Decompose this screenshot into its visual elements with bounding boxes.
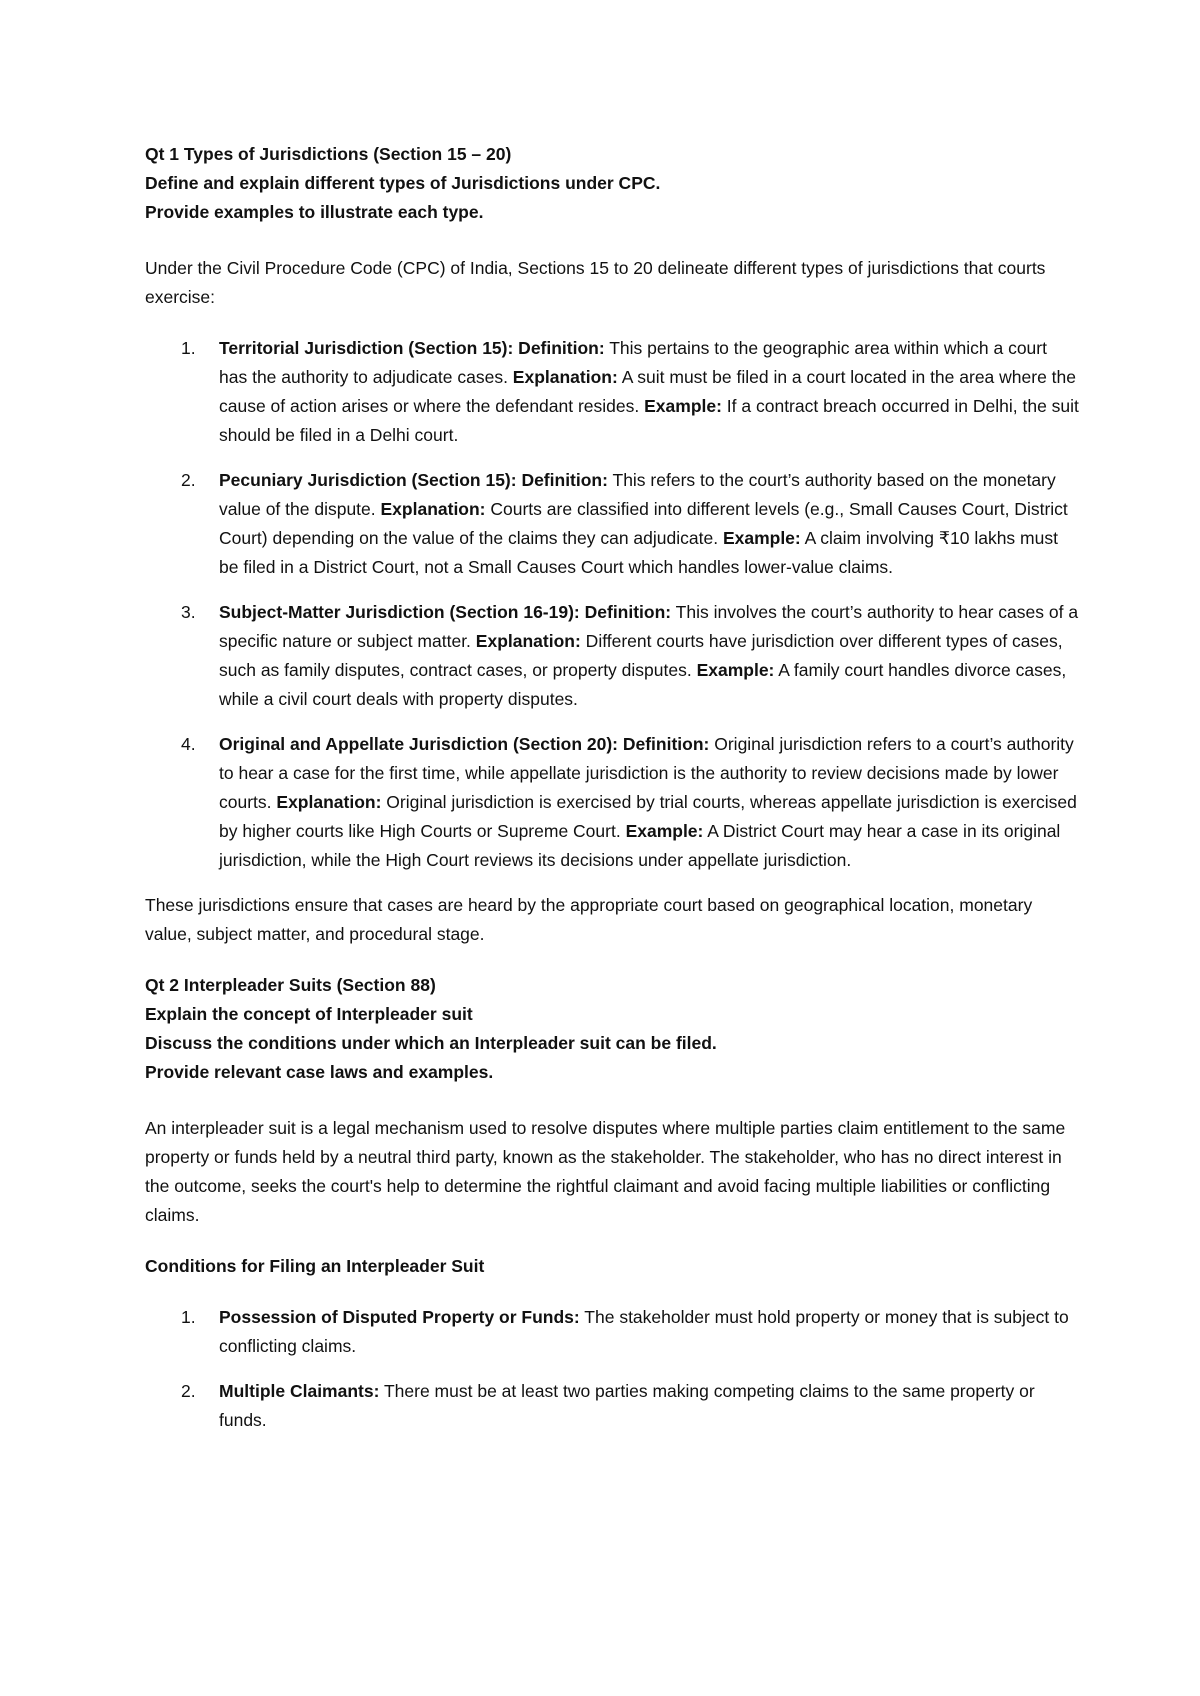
q2-subtitle-3: Provide relevant case laws and examples. [145,1062,494,1082]
explanation-label: Explanation: [380,499,486,519]
example-label: Example: [644,396,722,416]
conditions-heading: Conditions for Filing an Interpleader Suit [145,1256,485,1276]
list-number: 2. [181,1381,196,1401]
item-title: Pecuniary Jurisdiction (Section 15): Definition: [219,470,608,490]
condition-label: Possession of Disputed Property or Funds: [219,1307,580,1327]
conditions-list [145,1303,1080,1435]
list-item [145,730,1080,875]
explanation-label: Explanation: [475,631,581,651]
list-number: 1. [181,1307,196,1327]
item-example: A family court handles divorce cases, while a civil court deals with property disputes. [219,660,1067,709]
q2-title: Qt 2 Interpleader Suits (Section 88) [145,975,436,995]
list-item [145,466,1080,582]
item-explanation: Courts are classified into different levels (e.g., Small Causes Court, District Court) depending on the value of the claims they can adjudicate. [219,499,1068,548]
item-example: A claim involving ₹10 lakhs must be filed in a District Court, not a Small Causes Court which handles lower-value claims. [219,528,1058,577]
q2-subtitle-1: Explain the concept of Interpleader suit [145,1004,473,1024]
condition-text: The stakeholder must hold property or money that is subject to conflicting claims. [219,1307,1069,1356]
list-number: 3. [181,602,196,622]
item-title: Territorial Jurisdiction (Section 15): Definition: [219,338,605,358]
item-definition: This involves the court’s authority to hear cases of a specific nature or subject matter. [219,602,1079,651]
list-number: 4. [181,734,196,754]
item-example: A District Court may hear a case in its original jurisdiction, while the High Court reviews its decisions under appellate jurisdiction. [219,821,1061,870]
example-label: Example: [625,821,704,841]
item-title: Subject-Matter Jurisdiction (Section 16-19): Definition: [219,602,672,622]
q2-intro: An interpleader suit is a legal mechanism used to resolve disputes where multiple parties claim entitlement to the same property or funds held by a neutral third party, known as the stakeholder. The stakeholder, who has no direct interest in the outcome, seeks the court's help to determine the rightful claimant and avoid facing multiple liabilities or conflicting claims. [145,1118,1066,1225]
example-label: Example: [696,660,775,680]
item-explanation: Different courts have jurisdiction over different types of cases, such as family disputes, contract cases, or property disputes. [219,631,1063,680]
list-number: 2. [181,470,196,490]
q1-title: Qt 1 Types of Jurisdictions (Section 15 – 20) [145,144,512,164]
q1-jurisdiction-list [145,334,1080,875]
list-item [145,598,1080,714]
item-definition: Original jurisdiction refers to a court’s authority to hear a case for the first time, while appellate jurisdiction is the authority to review decisions made by lower courts. [219,734,1074,812]
condition-text: There must be at least two parties making competing claims to the same property or funds. [219,1381,1035,1430]
explanation-label: Explanation: [276,792,382,812]
item-title: Original and Appellate Jurisdiction (Section 20): Definition: [219,734,710,754]
q1-conclusion: These jurisdictions ensure that cases are heard by the appropriate court based on geographical location, monetary value, subject matter, and procedural stage. [145,895,1033,944]
q1-subtitle-2: Provide examples to illustrate each type. [145,202,484,222]
item-example: If a contract breach occurred in Delhi, the suit should be filed in a Delhi court. [219,396,1079,445]
list-item [145,334,1080,450]
item-definition: This pertains to the geographic area within which a court has the authority to adjudicate cases. [219,338,1047,387]
list-number: 1. [181,338,196,358]
explanation-label: Explanation: [512,367,618,387]
list-item [145,1303,1080,1361]
q2-subtitle-2: Discuss the conditions under which an Interpleader suit can be filed. [145,1033,717,1053]
example-label: Example: [722,528,801,548]
item-explanation: Original jurisdiction is exercised by trial courts, whereas appellate jurisdiction is exercised by higher courts like High Courts or Supreme Court. [219,792,1077,841]
list-item [145,1377,1080,1435]
item-definition: This refers to the court’s authority based on the monetary value of the dispute. [219,470,1056,519]
item-explanation: A suit must be filed in a court located in the area where the cause of action arises or where the defendant resides. [219,367,1076,416]
q1-intro: Under the Civil Procedure Code (CPC) of India, Sections 15 to 20 delineate different types of jurisdictions that courts exercise: [145,258,1046,307]
q1-subtitle-1: Define and explain different types of Jurisdictions under CPC. [145,173,661,193]
condition-label: Multiple Claimants: [219,1381,380,1401]
